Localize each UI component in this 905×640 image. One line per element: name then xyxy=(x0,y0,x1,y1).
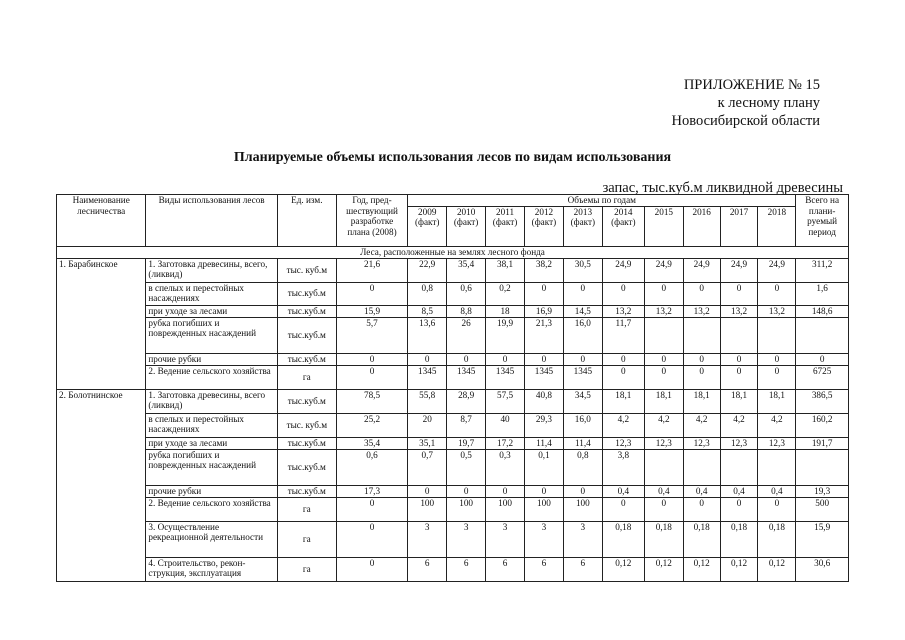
value-cell: 16,9 xyxy=(524,305,563,317)
use-kind-cell: 1. Заготовка древесины, всего (ликвид) xyxy=(146,389,277,413)
value-cell: 4,2 xyxy=(644,413,683,437)
unit-cell: тыс. куб.м xyxy=(277,413,336,437)
table-row xyxy=(57,258,849,282)
value-cell: 0 xyxy=(336,521,408,557)
value-cell: 38,1 xyxy=(486,258,525,282)
header-years-group: Объемы по годам xyxy=(408,195,796,207)
total-cell: 386,5 xyxy=(796,389,849,413)
value-cell: 0,18 xyxy=(720,521,758,557)
value-cell: 6 xyxy=(486,557,525,581)
unit-cell: тыс.куб.м xyxy=(277,317,336,353)
unit-cell: тыс.куб.м xyxy=(277,353,336,365)
table-row xyxy=(57,497,849,521)
table-row xyxy=(57,485,849,497)
forest-use-table xyxy=(56,194,849,582)
value-cell: 0 xyxy=(336,282,408,305)
total-cell: 1,6 xyxy=(796,282,849,305)
value-cell: 13,2 xyxy=(720,305,758,317)
header-kind: Виды использования лесов xyxy=(146,195,277,247)
use-kind-cell: при уходе за лесами xyxy=(146,437,277,449)
value-cell: 29,3 xyxy=(524,413,563,437)
value-cell: 0,4 xyxy=(683,485,720,497)
total-cell: 19,3 xyxy=(796,485,849,497)
value-cell: 0 xyxy=(720,365,758,389)
value-cell: 0 xyxy=(683,497,720,521)
value-cell xyxy=(758,317,796,353)
value-cell: 0 xyxy=(758,353,796,365)
value-cell: 57,5 xyxy=(486,389,525,413)
value-cell: 0 xyxy=(336,497,408,521)
table-row xyxy=(57,521,849,557)
value-cell: 19,7 xyxy=(447,437,486,449)
value-cell: 0,18 xyxy=(602,521,644,557)
total-cell: 15,9 xyxy=(796,521,849,557)
value-cell: 11,4 xyxy=(524,437,563,449)
value-cell: 24,9 xyxy=(683,258,720,282)
value-cell: 100 xyxy=(408,497,447,521)
region-cell: 1. Барабинское xyxy=(57,258,146,389)
value-cell: 6 xyxy=(524,557,563,581)
value-cell: 0,4 xyxy=(644,485,683,497)
value-cell: 55,8 xyxy=(408,389,447,413)
use-kind-cell: в спелых и перестойных насаждениях xyxy=(146,282,277,305)
value-cell: 28,9 xyxy=(447,389,486,413)
header-region: Наименование лесничества xyxy=(57,195,146,247)
value-cell: 18,1 xyxy=(758,389,796,413)
value-cell: 0 xyxy=(758,365,796,389)
value-cell: 0 xyxy=(524,282,563,305)
value-cell: 0 xyxy=(644,365,683,389)
value-cell: 0,7 xyxy=(408,449,447,485)
value-cell: 3,8 xyxy=(602,449,644,485)
value-cell: 34,5 xyxy=(563,389,602,413)
value-cell: 1345 xyxy=(486,365,525,389)
value-cell: 0 xyxy=(563,485,602,497)
total-cell: 6725 xyxy=(796,365,849,389)
value-cell: 40,8 xyxy=(524,389,563,413)
value-cell: 6 xyxy=(447,557,486,581)
unit-cell: тыс.куб.м xyxy=(277,282,336,305)
use-kind-cell: 4. Строительство, рекон-струкция, эксплуатация xyxy=(146,557,277,581)
value-cell: 4,2 xyxy=(758,413,796,437)
table-row xyxy=(57,389,849,413)
value-cell: 5,7 xyxy=(336,317,408,353)
value-cell: 19,9 xyxy=(486,317,525,353)
value-cell: 22,9 xyxy=(408,258,447,282)
value-cell: 12,3 xyxy=(720,437,758,449)
value-cell: 0,6 xyxy=(336,449,408,485)
value-cell xyxy=(683,449,720,485)
value-cell: 18 xyxy=(486,305,525,317)
table-row xyxy=(57,413,849,437)
use-kind-cell: 2. Ведение сельского хозяйства xyxy=(146,365,277,389)
use-kind-cell: прочие рубки xyxy=(146,485,277,497)
total-cell: 148,6 xyxy=(796,305,849,317)
value-cell: 1345 xyxy=(563,365,602,389)
total-cell xyxy=(796,449,849,485)
value-cell: 0,12 xyxy=(758,557,796,581)
value-cell: 0 xyxy=(758,282,796,305)
unit-cell: га xyxy=(277,557,336,581)
value-cell: 0,4 xyxy=(720,485,758,497)
table-row xyxy=(57,365,849,389)
value-cell: 11,4 xyxy=(563,437,602,449)
value-cell: 0 xyxy=(336,365,408,389)
value-cell: 0 xyxy=(602,365,644,389)
value-cell: 40 xyxy=(486,413,525,437)
section-title: Леса, расположенные на землях лесного фонда xyxy=(57,246,849,258)
value-cell: 0 xyxy=(524,485,563,497)
value-cell: 12,3 xyxy=(602,437,644,449)
table-row xyxy=(57,437,849,449)
value-cell: 0 xyxy=(486,353,525,365)
value-cell: 0 xyxy=(602,282,644,305)
value-cell xyxy=(720,317,758,353)
value-cell: 0 xyxy=(720,353,758,365)
annex-heading xyxy=(620,76,820,130)
use-kind-cell: 2. Ведение сельского хозяйства xyxy=(146,497,277,521)
header-year: 2016 xyxy=(683,206,720,246)
value-cell: 0 xyxy=(602,353,644,365)
value-cell xyxy=(683,317,720,353)
value-cell: 4,2 xyxy=(602,413,644,437)
total-cell xyxy=(796,317,849,353)
value-cell: 18,1 xyxy=(644,389,683,413)
value-cell: 0,4 xyxy=(602,485,644,497)
value-cell: 8,5 xyxy=(408,305,447,317)
unit-cell: тыс.куб.м xyxy=(277,485,336,497)
value-cell: 0 xyxy=(447,485,486,497)
total-cell: 0 xyxy=(796,353,849,365)
value-cell: 13,2 xyxy=(602,305,644,317)
unit-cell: тыс. куб.м xyxy=(277,258,336,282)
value-cell: 17,3 xyxy=(336,485,408,497)
header-prev-year: Год, пред-шествующий разработке плана (2008) xyxy=(336,195,408,247)
use-kind-cell: 1. Заготовка древесины, всего, (ликвид) xyxy=(146,258,277,282)
value-cell: 0 xyxy=(644,497,683,521)
value-cell: 0 xyxy=(683,365,720,389)
unit-note: запас, тыс.куб.м ликвидной древесины xyxy=(602,180,843,196)
value-cell: 78,5 xyxy=(336,389,408,413)
value-cell: 4,2 xyxy=(720,413,758,437)
value-cell: 0,6 xyxy=(447,282,486,305)
header-unit: Ед. изм. xyxy=(277,195,336,247)
value-cell: 18,1 xyxy=(683,389,720,413)
value-cell: 1345 xyxy=(447,365,486,389)
value-cell: 24,9 xyxy=(758,258,796,282)
unit-cell: га xyxy=(277,365,336,389)
value-cell xyxy=(758,449,796,485)
header-year: 2014 (факт) xyxy=(602,206,644,246)
unit-cell: тыс.куб.м xyxy=(277,389,336,413)
value-cell: 25,2 xyxy=(336,413,408,437)
table-row xyxy=(57,317,849,353)
total-cell: 30,6 xyxy=(796,557,849,581)
value-cell: 0,3 xyxy=(486,449,525,485)
total-cell: 191,7 xyxy=(796,437,849,449)
value-cell: 0,8 xyxy=(563,449,602,485)
table-row xyxy=(57,282,849,305)
header-total: Всего на плани-руемый период xyxy=(796,195,849,247)
value-cell: 0 xyxy=(408,353,447,365)
use-kind-cell: 3. Осуществление рекреационной деятельности xyxy=(146,521,277,557)
value-cell: 18,1 xyxy=(602,389,644,413)
value-cell: 6 xyxy=(408,557,447,581)
value-cell: 0 xyxy=(447,353,486,365)
value-cell: 14,5 xyxy=(563,305,602,317)
value-cell: 38,2 xyxy=(524,258,563,282)
value-cell: 35,4 xyxy=(447,258,486,282)
header-year: 2012 (факт) xyxy=(524,206,563,246)
header-year: 2018 xyxy=(758,206,796,246)
table-row xyxy=(57,305,849,317)
value-cell: 100 xyxy=(447,497,486,521)
value-cell: 0,12 xyxy=(683,557,720,581)
document-title: Планируемые объемы использования лесов по видам использования xyxy=(233,150,672,165)
value-cell: 0 xyxy=(336,557,408,581)
value-cell: 0 xyxy=(563,353,602,365)
value-cell: 26 xyxy=(447,317,486,353)
value-cell: 35,4 xyxy=(336,437,408,449)
annex-number: ПРИЛОЖЕНИЕ № 15 xyxy=(683,77,820,93)
value-cell: 0,18 xyxy=(683,521,720,557)
value-cell: 0,2 xyxy=(486,282,525,305)
value-cell xyxy=(720,449,758,485)
value-cell: 0 xyxy=(758,497,796,521)
value-cell: 15,9 xyxy=(336,305,408,317)
value-cell: 3 xyxy=(447,521,486,557)
region-cell: 2. Болотнинское xyxy=(57,389,146,581)
value-cell: 100 xyxy=(563,497,602,521)
value-cell: 4,2 xyxy=(683,413,720,437)
value-cell: 0 xyxy=(336,353,408,365)
unit-cell: тыс.куб.м xyxy=(277,437,336,449)
header-year: 2009 (факт) xyxy=(408,206,447,246)
value-cell: 3 xyxy=(486,521,525,557)
total-cell: 160,2 xyxy=(796,413,849,437)
value-cell: 0,4 xyxy=(758,485,796,497)
annex-subtitle: к лесному плану xyxy=(717,95,820,111)
value-cell: 3 xyxy=(408,521,447,557)
table-row xyxy=(57,557,849,581)
value-cell: 16,0 xyxy=(563,317,602,353)
value-cell: 3 xyxy=(563,521,602,557)
use-kind-cell: при уходе за лесами xyxy=(146,305,277,317)
value-cell: 30,5 xyxy=(563,258,602,282)
value-cell: 12,3 xyxy=(758,437,796,449)
value-cell: 0,12 xyxy=(720,557,758,581)
value-cell: 0 xyxy=(644,282,683,305)
header-year: 2010 (факт) xyxy=(447,206,486,246)
unit-cell: тыс.куб.м xyxy=(277,305,336,317)
value-cell: 0 xyxy=(563,282,602,305)
value-cell: 1345 xyxy=(524,365,563,389)
value-cell: 12,3 xyxy=(683,437,720,449)
value-cell: 8,7 xyxy=(447,413,486,437)
value-cell: 0 xyxy=(408,485,447,497)
value-cell: 0,18 xyxy=(644,521,683,557)
unit-cell: га xyxy=(277,497,336,521)
use-kind-cell: в спелых и перестойных насаждениях xyxy=(146,413,277,437)
value-cell: 0 xyxy=(720,497,758,521)
value-cell: 16,0 xyxy=(563,413,602,437)
value-cell: 24,9 xyxy=(720,258,758,282)
value-cell: 0,5 xyxy=(447,449,486,485)
unit-cell: га xyxy=(277,521,336,557)
value-cell: 11,7 xyxy=(602,317,644,353)
value-cell: 0 xyxy=(524,353,563,365)
total-cell: 500 xyxy=(796,497,849,521)
table-row xyxy=(57,449,849,485)
value-cell: 13,2 xyxy=(644,305,683,317)
value-cell: 21,6 xyxy=(336,258,408,282)
total-cell: 311,2 xyxy=(796,258,849,282)
value-cell: 24,9 xyxy=(644,258,683,282)
use-kind-cell: прочие рубки xyxy=(146,353,277,365)
header-year: 2015 xyxy=(644,206,683,246)
use-kind-cell: рубка погибших и поврежденных насаждений xyxy=(146,449,277,485)
value-cell: 17,2 xyxy=(486,437,525,449)
header-year: 2013 (факт) xyxy=(563,206,602,246)
value-cell: 100 xyxy=(524,497,563,521)
value-cell: 13,2 xyxy=(758,305,796,317)
value-cell: 13,2 xyxy=(683,305,720,317)
value-cell: 0,18 xyxy=(758,521,796,557)
value-cell: 21,3 xyxy=(524,317,563,353)
annex-region: Новосибирской области xyxy=(671,113,820,129)
header-year: 2017 xyxy=(720,206,758,246)
value-cell: 35,1 xyxy=(408,437,447,449)
value-cell: 20 xyxy=(408,413,447,437)
value-cell: 0,1 xyxy=(524,449,563,485)
value-cell: 0,12 xyxy=(602,557,644,581)
value-cell: 0 xyxy=(720,282,758,305)
value-cell: 0 xyxy=(683,282,720,305)
value-cell: 0 xyxy=(683,353,720,365)
unit-cell: тыс.куб.м xyxy=(277,449,336,485)
value-cell: 24,9 xyxy=(602,258,644,282)
value-cell: 0,12 xyxy=(644,557,683,581)
value-cell: 8,8 xyxy=(447,305,486,317)
table-row xyxy=(57,353,849,365)
value-cell: 6 xyxy=(563,557,602,581)
value-cell xyxy=(644,317,683,353)
value-cell: 13,6 xyxy=(408,317,447,353)
value-cell: 0 xyxy=(602,497,644,521)
value-cell: 0,8 xyxy=(408,282,447,305)
value-cell: 0 xyxy=(486,485,525,497)
value-cell xyxy=(644,449,683,485)
value-cell: 3 xyxy=(524,521,563,557)
value-cell: 100 xyxy=(486,497,525,521)
value-cell: 12,3 xyxy=(644,437,683,449)
value-cell: 1345 xyxy=(408,365,447,389)
value-cell: 18,1 xyxy=(720,389,758,413)
use-kind-cell: рубка погибших и поврежденных насаждений xyxy=(146,317,277,353)
header-year: 2011 (факт) xyxy=(486,206,525,246)
value-cell: 0 xyxy=(644,353,683,365)
